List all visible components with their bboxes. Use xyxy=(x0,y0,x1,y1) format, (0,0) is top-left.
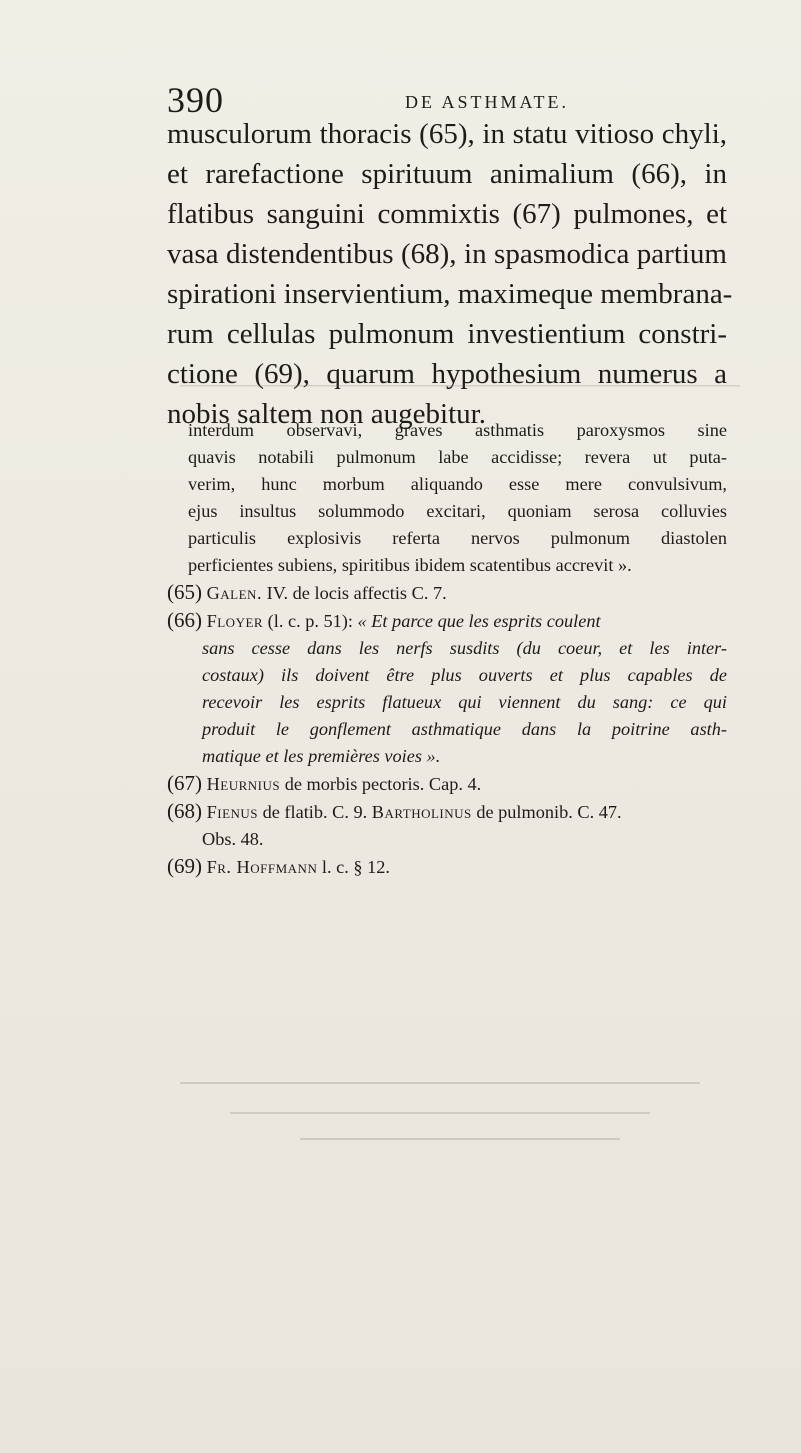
footnote-number: (69) xyxy=(167,854,202,878)
note-line: interdum observavi, graves asthmatis paroxysmos sine xyxy=(188,420,727,440)
footnote-author: Fienus xyxy=(206,802,259,822)
text-line: spirationi inservientium, maximeque membrana- xyxy=(167,278,733,310)
text-line: flatibus sanguini commixtis (67) pulmones, et xyxy=(167,198,727,230)
text-line: et rarefactione spirituum animalium (66), in xyxy=(167,158,727,190)
footnote-number: (65) xyxy=(167,580,202,604)
page-number: 390 xyxy=(167,80,224,120)
note-line: ejus insultus solummodo excitari, quoniam serosa colluvies xyxy=(188,501,727,521)
footnote-author: Floyer xyxy=(206,611,264,631)
footnote-quote-line: produit le gonflement asthmatique dans la poitrine asth- xyxy=(202,719,727,739)
text-line: musculorum thoracis (65), in statu vitioso chyli, xyxy=(167,118,727,150)
footnote-quote-line: costaux) ils doivent être plus ouverts et plus capables de xyxy=(202,665,727,685)
text-line: vasa distendentibus (68), in spasmodica partium xyxy=(167,238,727,270)
footnote-number: (68) xyxy=(167,799,202,823)
footnote-quote-line: « Et parce que les esprits coulent xyxy=(357,611,601,631)
footnote-number: (67) xyxy=(167,771,202,795)
footnote-author: Fr. Hoffmann xyxy=(206,857,318,877)
footnote-69 xyxy=(167,853,727,881)
footnotes xyxy=(167,417,727,881)
footnote-text: l. c. § 12. xyxy=(321,857,390,877)
footnote-number: (66) xyxy=(167,608,202,632)
footnote-quote-line: recevoir les esprits flatueux qui viennent du sang: ce qui xyxy=(202,692,727,712)
footnote-68 xyxy=(167,798,727,853)
bleed-through-line xyxy=(230,1112,650,1114)
footnote-continuation xyxy=(167,417,727,579)
footnote-text: IV. de locis affectis C. 7. xyxy=(266,583,447,603)
note-line: quavis notabili pulmonum labe accidisse; revera ut puta- xyxy=(188,447,727,467)
footnote-66 xyxy=(167,607,727,770)
footnote-author: Heurnius xyxy=(206,774,281,794)
note-line: verim, hunc morbum aliquando esse mere convulsivum, xyxy=(188,474,727,494)
footnote-67 xyxy=(167,770,727,798)
main-text xyxy=(167,114,733,434)
note-line: perficientes subiens, spiritibus ibidem scatentibus accrevit ». xyxy=(188,555,632,575)
footnote-text: de pulmonib. C. 47. xyxy=(476,802,622,822)
footnote-text: de morbis pectoris. Cap. 4. xyxy=(284,774,482,794)
footnote-text: de flatib. C. 9. xyxy=(262,802,368,822)
main-paragraph xyxy=(167,114,733,434)
footnote-author: Bartholinus xyxy=(371,802,472,822)
footnote-quote-line: sans cesse dans les nerfs susdits (du coeur, et les inter- xyxy=(202,638,727,658)
footnote-author: Galen. xyxy=(206,583,263,603)
text-line: nobis saltem non augebitur. xyxy=(167,398,486,430)
bleed-through-line xyxy=(180,1082,700,1084)
running-head: DE ASTHMATE. xyxy=(405,92,570,112)
footnote-ref: (l. c. p. 51): xyxy=(267,611,353,631)
text-line: rum cellulas pulmonum investientium constri- xyxy=(167,318,727,350)
footnote-65 xyxy=(167,579,727,607)
footnote-text: Obs. 48. xyxy=(202,829,264,849)
note-line: particulis explosivis referta nervos pulmonum diastolen xyxy=(188,528,727,548)
bleed-through-line xyxy=(300,1138,620,1140)
text-line: ctione (69), quarum hypothesium numerus a xyxy=(167,358,727,390)
footnote-quote-line: matique et les premières voies ». xyxy=(202,746,441,766)
